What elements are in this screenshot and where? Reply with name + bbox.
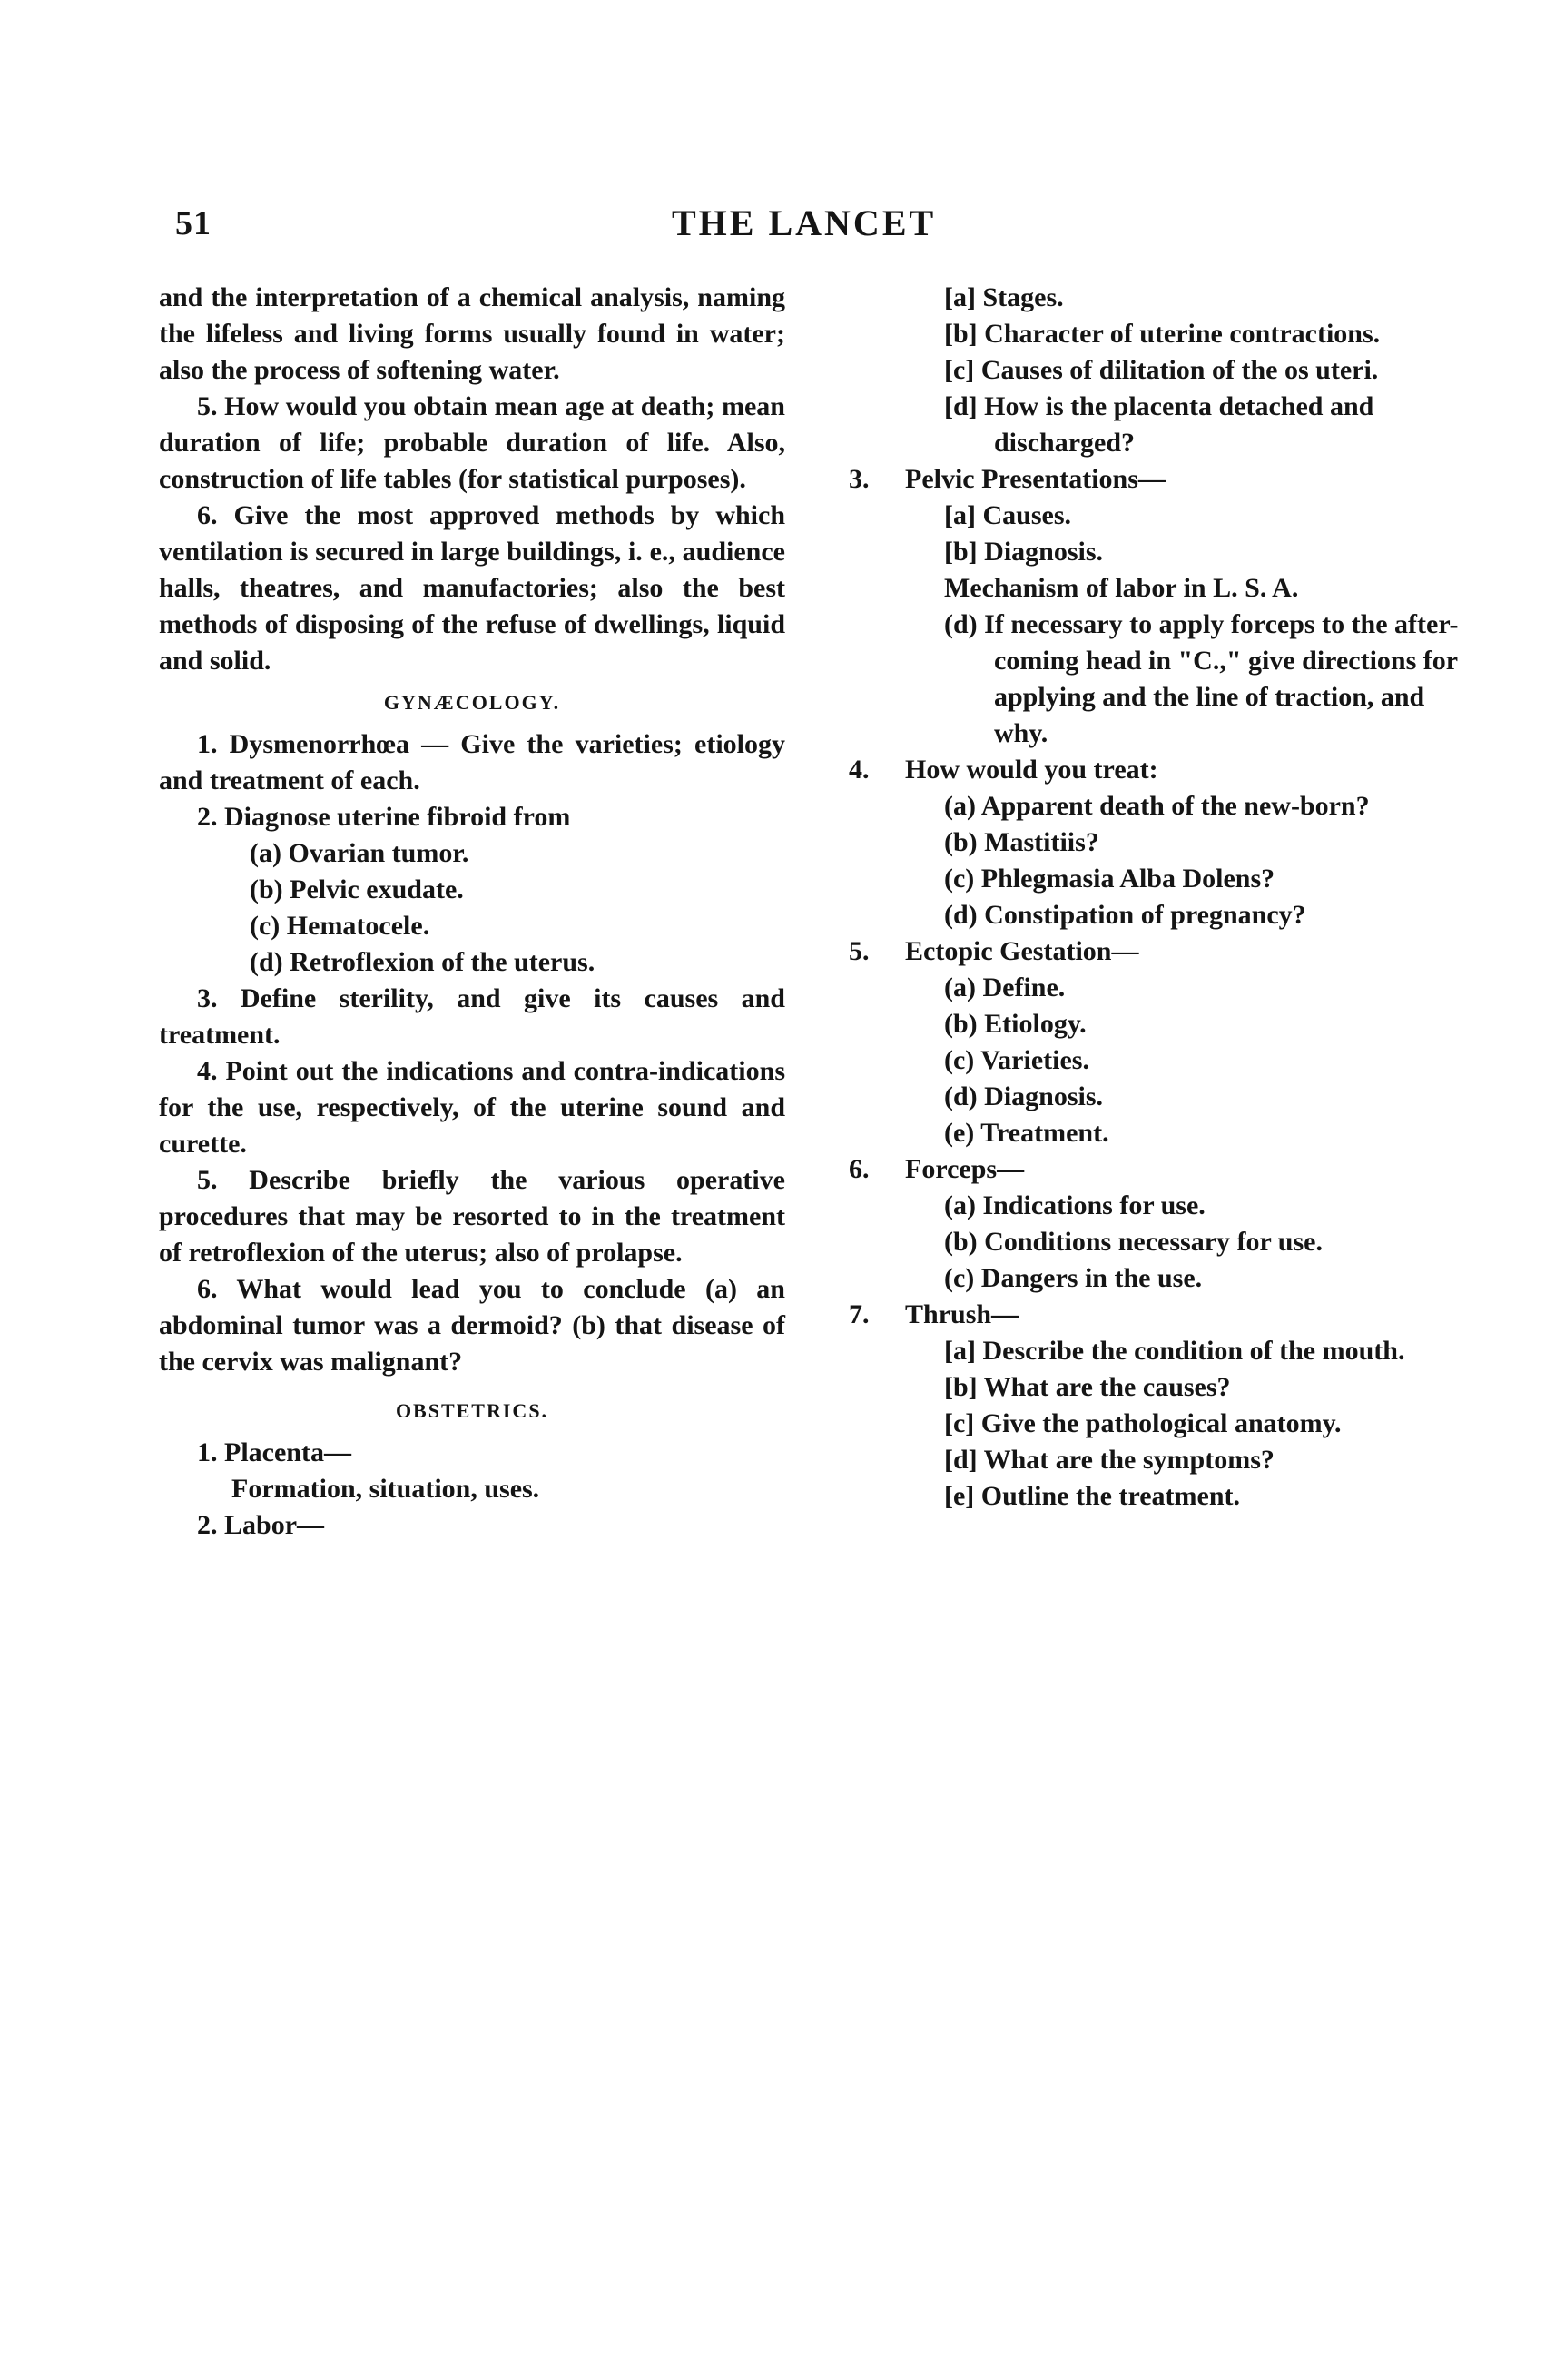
obs-q7-item-c: [c] Give the pathological anatomy. — [944, 1408, 1342, 1438]
obs-question-1: 1. Placenta— — [197, 1437, 351, 1467]
labor-item-d: [d] How is the placenta detached and discharged? — [944, 391, 1374, 458]
obs-q4-item-a: (a) Apparent death of the new-born? — [944, 791, 1370, 821]
gyn-question-3: 3. Define sterility, and give its causes and treatment. — [159, 983, 785, 1050]
obstetrics-heading: OBSTETRICS. — [395, 1399, 549, 1422]
labor-item-a: [a] Stages. — [944, 282, 1064, 312]
page-number: 51 — [175, 204, 212, 242]
gyn-q2-item-d: (d) Retroflexion of the uterus. — [250, 947, 595, 977]
obs-question-7 — [849, 1297, 1462, 1333]
gyn-q2-item-a: (a) Ovarian tumor. — [250, 838, 469, 868]
obs-question-6 — [849, 1151, 1462, 1188]
obs-q6-item-b: (b) Conditions necessary for use. — [944, 1227, 1323, 1257]
obs-q4-item-c: (c) Phlegmasia Alba Dolens? — [944, 864, 1275, 894]
obs-q6-number: 6. — [849, 1154, 870, 1184]
obs-q7-item-e: [e] Outline the treatment. — [944, 1481, 1241, 1511]
obs-q4-item-b: (b) Mastitiis? — [944, 827, 1099, 857]
obs-q5-number: 5. — [849, 936, 870, 966]
labor-item-c: [c] Causes of dilitation of the os uteri. — [944, 355, 1379, 385]
obs-q3-number: 3. — [849, 464, 870, 494]
labor-item-b: [b] Character of uterine contractions. — [944, 319, 1381, 349]
gyn-question-2: 2. Diagnose uterine fibroid from — [197, 802, 571, 832]
obs-question-5 — [849, 933, 1462, 970]
obs-q6-item-a: (a) Indications for use. — [944, 1190, 1206, 1220]
obs-q6-title: Forceps— — [905, 1154, 1025, 1184]
question-5-mortality: 5. How would you obtain mean age at death; mean duration of life; probable duration of life. Also, construction of life tables (for statistical purposes). — [159, 391, 785, 494]
intro-paragraph: and the interpretation of a chemical analysis, naming the lifeless and living forms usually found in water; also the process of softening water. — [159, 282, 785, 385]
obs-q5-item-e: (e) Treatment. — [944, 1118, 1109, 1148]
obs-q4-item-d: (d) Constipation of pregnancy? — [944, 900, 1306, 930]
obs-q3-item-b: [b] Diagnosis. — [944, 537, 1104, 567]
obs-q3-item-a: [a] Causes. — [944, 500, 1071, 530]
obs-q1-detail: Formation, situation, uses. — [231, 1474, 540, 1504]
obs-q5-title: Ectopic Gestation— — [905, 936, 1139, 966]
obs-question-4 — [849, 752, 1462, 788]
gyn-q2-item-c: (c) Hematocele. — [250, 911, 430, 941]
obs-q3-item-d: (d) If necessary to apply forceps to the after-coming head in "C.," give directions for applying and the line of traction, and why. — [944, 609, 1459, 748]
gyn-question-1: 1. Dysmenorrhœa — Give the varieties; etiology and treatment of each. — [159, 729, 785, 795]
running-head: THE LANCET — [672, 202, 937, 243]
gynaecology-heading: GYNÆCOLOGY. — [383, 691, 561, 714]
obs-question-2: 2. Labor— — [197, 1510, 325, 1540]
obs-q4-title: How would you treat: — [905, 755, 1158, 785]
obs-q7-title: Thrush— — [905, 1299, 1019, 1329]
obs-q5-item-c: (c) Varieties. — [944, 1045, 1089, 1075]
gyn-q2-item-b: (b) Pelvic exudate. — [250, 874, 464, 904]
obs-q5-item-d: (d) Diagnosis. — [944, 1081, 1104, 1111]
gyn-question-5: 5. Describe briefly the various operative procedures that may be resorted to in the treatment of retroflexion of the uterus; also of prolapse. — [159, 1165, 785, 1268]
obs-q3-title: Pelvic Presentations— — [905, 464, 1166, 494]
obs-q7-item-a: [a] Describe the condition of the mouth. — [944, 1336, 1405, 1366]
gyn-question-4: 4. Point out the indications and contra-indications for the use, respectively, of the uterine sound and curette. — [159, 1056, 785, 1159]
obs-q5-item-a: (a) Define. — [944, 973, 1066, 1002]
obs-question-3 — [849, 461, 1462, 498]
obs-q7-item-d: [d] What are the symptoms? — [944, 1445, 1275, 1475]
obs-q5-item-b: (b) Etiology. — [944, 1009, 1087, 1039]
obs-q7-number: 7. — [849, 1299, 870, 1329]
right-column — [849, 280, 1462, 1515]
obs-q6-item-c: (c) Dangers in the use. — [944, 1263, 1203, 1293]
obs-q7-item-b: [b] What are the causes? — [944, 1372, 1231, 1402]
question-6-ventilation: 6. Give the most approved methods by which ventilation is secured in large buildings, i. e., audience halls, theatres, and manufactories; also the best methods of disposing of the refuse of dwellings, liquid and solid. — [159, 500, 785, 676]
left-column — [159, 280, 785, 1544]
obs-q4-number: 4. — [849, 755, 870, 785]
gyn-question-6: 6. What would lead you to conclude (a) an abdominal tumor was a dermoid? (b) that disease of the cervix was malignant? — [159, 1274, 785, 1377]
obs-q3-mechanism: Mechanism of labor in L. S. A. — [944, 573, 1299, 603]
